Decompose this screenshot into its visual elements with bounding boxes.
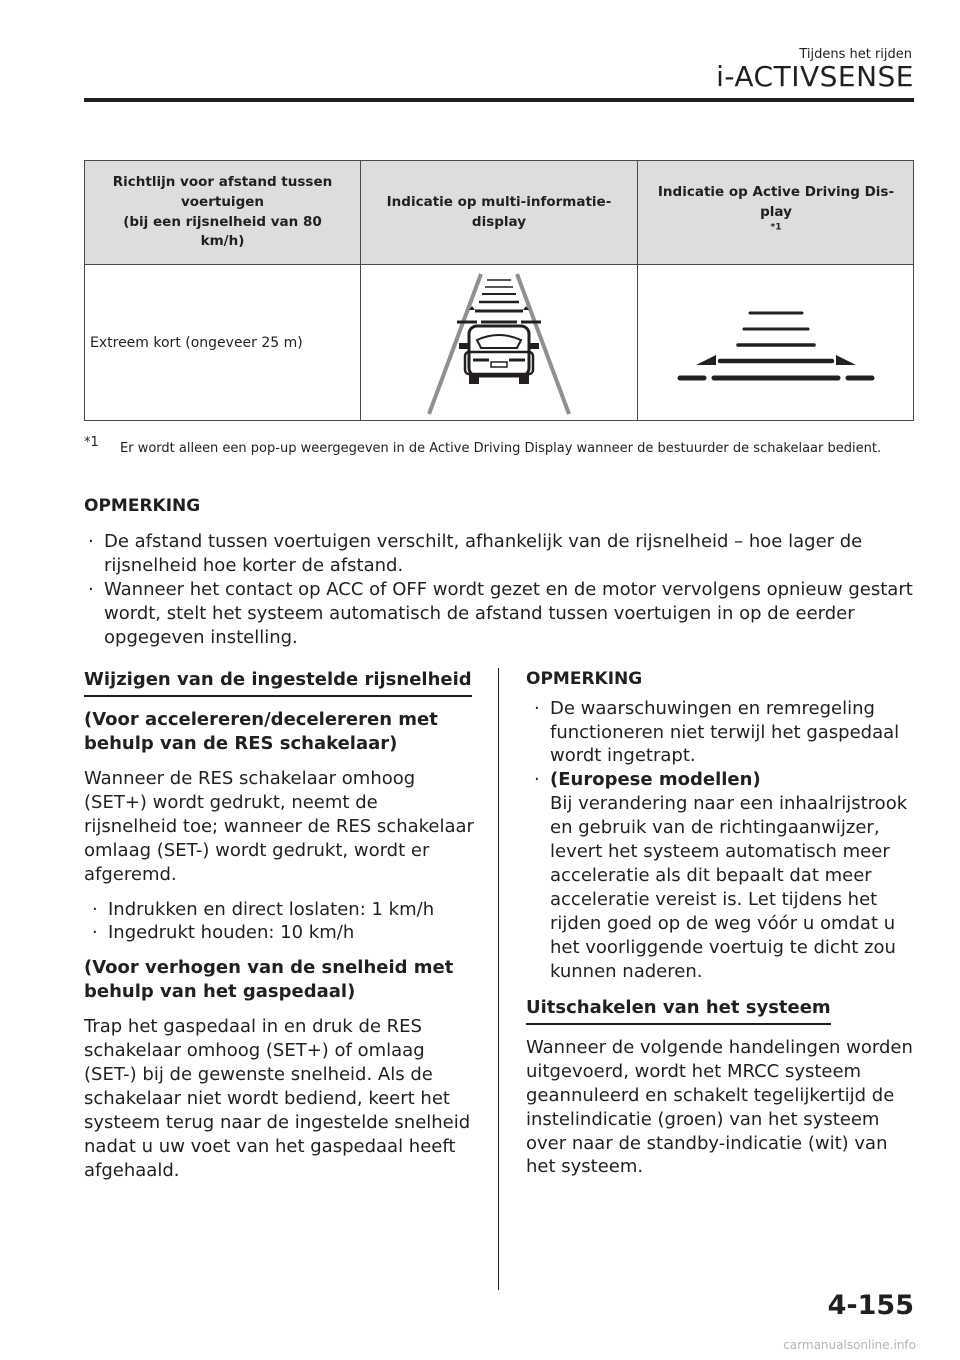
multi-info-display-graphic: [361, 265, 637, 421]
note-heading-right: OPMERKING: [526, 669, 643, 689]
paragraph-accelerator: Trap het gaspedaal in en druk de RES schakelaar omhoog (SET+) of omlaag (SET-) bij de gewenste snelheid. Als de schakelaar niet wordt bediend, keert het systeem terug naar de ingestelde snelheid nadat u uw voet van het gaspedaal heeft afgehaald.: [84, 1016, 471, 1181]
section-label: Tijdens het rijden: [799, 47, 912, 62]
distance-table: [84, 160, 914, 421]
header-distance-guideline: Richtlijn voor afstand tussen voertuigen (bij een rijsnelheid van 80 km/h): [112, 174, 333, 250]
chapter-title: i-ACTIVSENSE: [716, 60, 914, 93]
page-number: 4-155: [827, 1290, 914, 1321]
footnote-mark: *1: [84, 435, 99, 450]
paragraph-res-switch: Wanneer de RES schakelaar omhoog (SET+) wordt gedrukt, neemt de rijsnelheid toe; wanneer de RES schakelaar omlaag (SET-) wordt gedrukt, wordt er afgeremd.: [84, 767, 474, 885]
list-item: · Wanneer het contact op ACC of OFF wordt gezet en de motor vervolgens opnieuw gestart wordt, stelt het systeem automatisch de afstand tussen voertuigen in op de eerder opgegeven instelling.: [84, 578, 914, 650]
column-divider: [498, 668, 499, 1290]
section-title-switch-off: Uitschakelen van het systeem: [526, 996, 831, 1025]
speed-step-list: [84, 898, 474, 946]
list-item: [526, 768, 918, 983]
distance-bars-icon: [666, 293, 886, 393]
watermark: carmanualsonline.info: [783, 1338, 916, 1352]
list-item: · Indrukken en direct loslaten: 1 km/h: [84, 898, 474, 922]
row-distance-text: Extreem kort (ongeveer 25 m): [90, 335, 303, 351]
list-item: · Ingedrukt houden: 10 km/h: [84, 921, 474, 945]
left-column: [84, 668, 474, 1194]
section-title-change-speed: Wijzigen van de ingestelde rijsnelheid: [84, 668, 472, 697]
header-active-driving-display: Indicatie op Active Driving Dis- play $^{*1}$: [657, 184, 895, 233]
header-multi-info-display: Indicatie op multi-informatie- display: [386, 193, 612, 230]
footnote-text: Er wordt alleen een pop-up weergegeven in de Active Driving Display wanneer de bestuurder de schakelaar bedient.: [120, 441, 882, 456]
right-column: [526, 668, 918, 1190]
subheading-accelerator: (Voor verhogen van de snelheid met behulp van het gaspedaal): [84, 957, 454, 1003]
european-models-label: (Europese modellen): [550, 769, 761, 791]
active-driving-display-graphic: [638, 265, 914, 421]
note-list: [84, 530, 914, 650]
note-heading: OPMERKING: [84, 496, 201, 516]
list-item: · De afstand tussen voertuigen verschilt, afhankelijk van de rijsnelheid – hoe lager de rijsnelheid hoe korter de afstand.: [84, 530, 914, 578]
car-distance-icon: [399, 268, 599, 418]
header-rule: [84, 98, 914, 102]
subheading-res-switch: (Voor accelereren/decelereren met behulp van de RES schakelaar): [84, 708, 438, 754]
list-item: · De waarschuwingen en remregeling functioneren niet terwijl het gaspedaal wordt ingetrapt.: [526, 697, 918, 769]
note-list-right: [526, 697, 918, 984]
european-models-text: Bij verandering naar een inhaalrijstrook en gebruik van de richtingaanwijzer, levert het systeem automatisch meer acceleratie als dit bepaalt dat meer acceleratie vereist is. Let tijdens het rijden goed op de weg vóór u omdat u het voorliggende voertuig te dicht zou kunnen naderen.: [550, 793, 908, 982]
paragraph-switch-off: Wanneer de volgende handelingen worden uitgevoerd, wordt het MRCC systeem geannuleerd en schakelt tegelijkertijd de instelindicatie (groen) van het systeem over naar de standby-indicatie (wit) van het systeem.: [526, 1036, 913, 1178]
